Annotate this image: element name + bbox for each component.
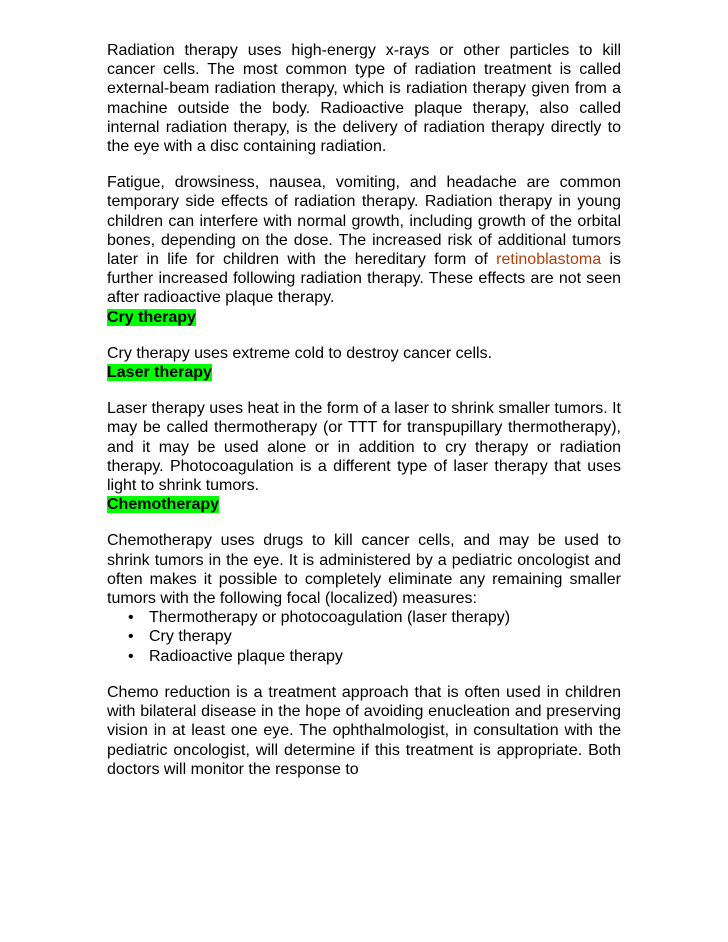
list-item	[107, 647, 621, 666]
focal-measures-list	[107, 608, 621, 666]
paragraph-laser-therapy: Laser therapy uses heat in the form of a laser to shrink smaller tumors. It may be called thermotherapy (or TTT for transpupillary thermotherapy), and it may be used alone or in addition to cry therapy or radiation therapy. Photocoagulation is a different type of laser therapy that uses light to shrink tumors.	[107, 400, 621, 495]
list-item-text: Cry therapy	[149, 628, 232, 646]
paragraph-cry-therapy: Cry therapy uses extreme cold to destroy cancer cells.	[107, 344, 493, 362]
heading-laser-therapy	[107, 363, 621, 382]
document-page	[107, 41, 621, 779]
heading-chemotherapy	[107, 495, 621, 514]
retinoblastoma-link[interactable]: retinoblastoma	[496, 251, 602, 269]
heading-cry-therapy-text: Cry therapy	[107, 308, 196, 326]
list-item-text: Radioactive plaque therapy	[149, 647, 343, 665]
list-item-text: Thermotherapy or photocoagulation (laser therapy)	[149, 609, 511, 627]
bullet-icon: •	[128, 609, 134, 627]
heading-cry-therapy	[107, 308, 621, 327]
paragraph-chemo-reduction: Chemo reduction is a treatment approach that is often used in children with bilateral disease in the hope of avoiding enucleation and preserving vision in at least one eye. The ophthalmologist, in consultation with the pediatric oncologist, will determine if this treatment is appropriate. Both doctors will monitor the response to	[107, 683, 621, 778]
paragraph-side-effects	[107, 173, 621, 307]
paragraph-radiation-therapy: Radiation therapy uses high-energy x-rays or other particles to kill cancer cells. The most common type of radiation treatment is called external-beam radiation therapy, which is radiation therapy given from a machine outside the body. Radioactive plaque therapy, also called internal radiation therapy, is the delivery of radiation therapy directly to the eye with a disc containing radiation.	[107, 42, 621, 156]
list-item	[107, 627, 621, 646]
paragraph-chemotherapy: Chemotherapy uses drugs to kill cancer cells, and may be used to shrink tumors in the eye. It is administered by a pediatric oncologist and often makes it possible to completely eliminate any remaining smaller tumors with the following focal (localized) measures:	[107, 532, 621, 608]
heading-laser-therapy-text: Laser therapy	[107, 364, 212, 382]
side-effects-text-start: Fatigue, drowsiness, nausea, vomiting, and headache are common temporary side effects of radiation therapy. Radiation therapy in young children can interfere with normal growth, including growth of the orbital bones, depending on the dose. The increased risk of additional tumors later in life for children with the hereditary form of	[107, 174, 621, 269]
bullet-icon: •	[128, 647, 134, 665]
list-item	[107, 608, 621, 627]
heading-chemotherapy-text: Chemotherapy	[107, 496, 220, 514]
bullet-icon: •	[128, 628, 134, 646]
side-effects-text-end: is further increased following radiation therapy. These effects are not seen after radioactive plaque therapy.	[107, 251, 622, 307]
